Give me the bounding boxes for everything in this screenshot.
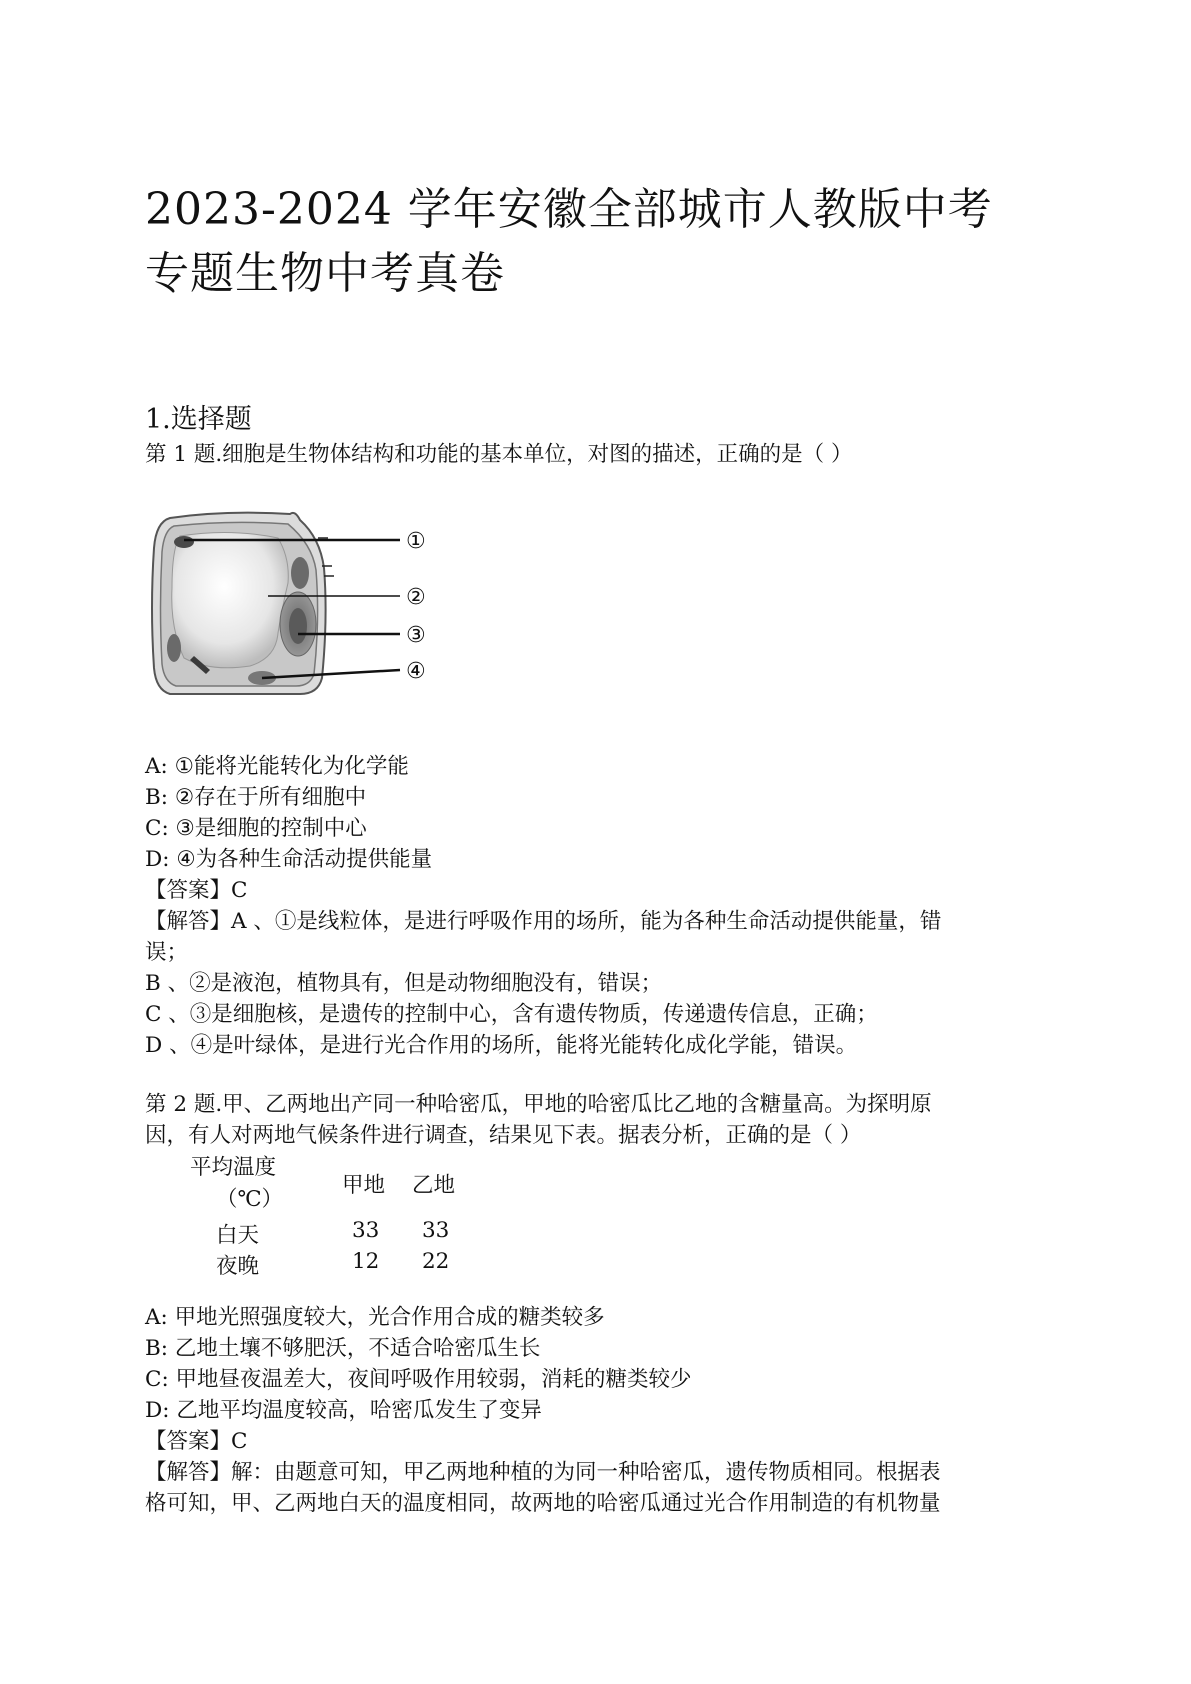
figure-label-1: ① — [406, 529, 426, 554]
table-cell: 33 — [422, 1218, 450, 1243]
title-line-1: 2023-2024 学年安徽全部城市人教版中考 — [145, 184, 993, 235]
table-header-jia: 甲地 — [342, 1173, 386, 1198]
table-row-label: 夜晚 — [216, 1254, 260, 1279]
q2-explanation-line: 【解答】解：由题意可知，甲乙两地种植的为同一种哈密瓜，遗传物质相同。根据表 — [145, 1460, 941, 1485]
q1-explanation-line: B 、②是液泡，植物具有，但是动物细胞没有，错误； — [145, 971, 663, 996]
table-cell: 33 — [352, 1218, 380, 1243]
q2-option-c: C: 甲地昼夜温差大，夜间呼吸作用较弱，消耗的糖类较少 — [145, 1367, 692, 1392]
title-line-2: 专题生物中考真卷 — [145, 248, 505, 299]
q2-stem-line: 第 2 题.甲、乙两地出产同一种哈密瓜，甲地的哈密瓜比乙地的含糖量高。为探明原 — [145, 1092, 932, 1117]
figure-label-4: ④ — [406, 659, 426, 684]
q1-explanation-line: 误； — [145, 940, 189, 965]
organelle-1 — [174, 536, 194, 548]
q1-stem: 第 1 题.细胞是生物体结构和功能的基本单位，对图的描述，正确的是（ ） — [145, 442, 853, 467]
q1-explanation-line: C 、③是细胞核，是遗传的控制中心，含有遗传物质，传递遗传信息，正确； — [145, 1002, 878, 1027]
table-row-label: 白天 — [216, 1223, 260, 1248]
organelle-right-top — [291, 557, 309, 589]
nucleolus — [289, 608, 307, 644]
q2-option-b: B: 乙地土壤不够肥沃，不适合哈密瓜生长 — [145, 1336, 541, 1361]
table-cell: 12 — [352, 1249, 380, 1274]
q2-option-d: D: 乙地平均温度较高，哈密瓜发生了变异 — [145, 1398, 542, 1423]
q2-explanation-line: 格可知，甲、乙两地白天的温度相同，故两地的哈密瓜通过光合作用制造的有机物量 — [145, 1491, 941, 1516]
section-title: 1.选择题 — [145, 404, 252, 435]
organelle-left — [167, 634, 181, 662]
q1-option-d: D: ④为各种生命活动提供能量 — [145, 847, 433, 872]
figure-label-2: ② — [406, 585, 426, 610]
table-cell: 22 — [422, 1249, 450, 1274]
table-header-unit: （℃） — [216, 1187, 284, 1212]
document-title — [145, 178, 1045, 306]
q1-explanation-line: D 、④是叶绿体，是进行光合作用的场所，能将光能转化成化学能，错误。 — [145, 1033, 858, 1058]
plant-cell-diagram — [150, 508, 440, 698]
q1-option-b: B: ②存在于所有细胞中 — [145, 785, 367, 810]
q1-explanation-line: 【解答】A 、①是线粒体，是进行呼吸作用的场所，能为各种生命活动提供能量，错 — [145, 909, 942, 934]
q1-answer: 【答案】C — [145, 878, 248, 903]
vacuole — [172, 532, 289, 667]
q2-option-a: A: 甲地光照强度较大，光合作用合成的糖类较多 — [145, 1305, 605, 1330]
q2-answer: 【答案】C — [145, 1429, 248, 1454]
table-header-yi: 乙地 — [412, 1173, 456, 1198]
table-header-label: 平均温度 — [190, 1155, 277, 1180]
q2-stem-line: 因，有人对两地气候条件进行调查，结果见下表。据表分析，正确的是（ ） — [145, 1123, 862, 1148]
figure-label-3: ③ — [406, 623, 426, 648]
q1-option-c: C: ③是细胞的控制中心 — [145, 816, 367, 841]
q1-option-a: A: ①能将光能转化为化学能 — [145, 754, 409, 779]
